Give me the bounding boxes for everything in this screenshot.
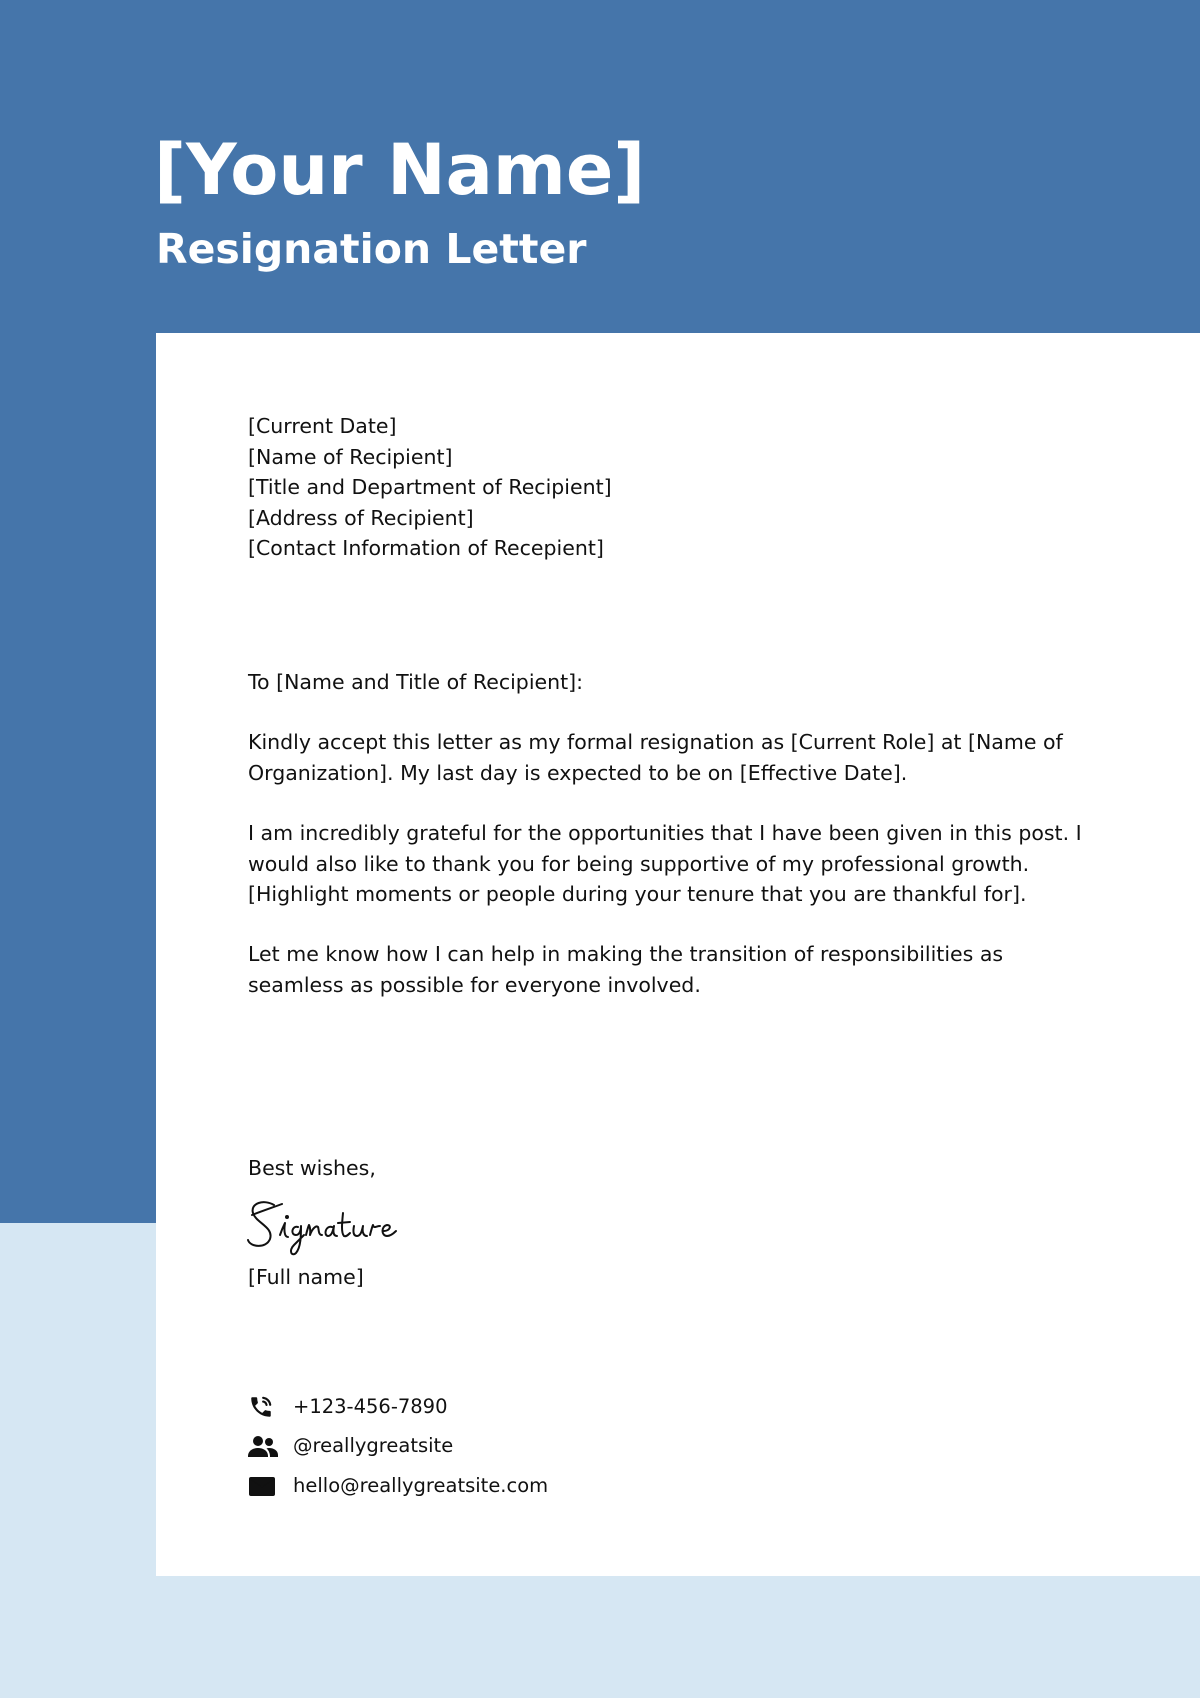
full-name: [Full name] — [248, 1265, 364, 1289]
recipient-name: [Name of Recipient] — [248, 444, 453, 469]
letter-paper — [156, 333, 1200, 1576]
recipient-block — [248, 411, 612, 564]
paragraph-resignation — [248, 727, 1063, 788]
recipient-title: [Title and Department of Recipient] — [248, 475, 612, 499]
side-band — [0, 333, 156, 1223]
contact-phone — [248, 1387, 548, 1427]
phone-icon — [248, 1392, 278, 1422]
paragraph-gratitude — [248, 818, 1082, 910]
contact-email — [248, 1466, 548, 1506]
people-icon — [248, 1431, 278, 1461]
salutation: To [Name and Title of Recipient]: — [248, 670, 584, 694]
recipient-contact: [Contact Information of Recepient] — [248, 536, 604, 560]
current-date: [Current Date] — [248, 414, 397, 438]
paragraph-line: Let me know how I can help in making the transition of responsibilities as — [248, 942, 1004, 966]
header-subtitle: Resignation Letter — [156, 225, 587, 273]
paragraph-line: [Highlight moments or people during your tenure that you are thankful for]. — [248, 882, 1027, 906]
contact-social — [248, 1427, 548, 1467]
paragraph-line: I am incredibly grateful for the opportunities that I have been given in this post. I — [248, 821, 1082, 845]
contact-social-text: @reallygreatsite — [293, 1434, 454, 1458]
header-name: [Your Name] — [154, 129, 646, 211]
contact-email-text: hello@reallygreatsite.com — [293, 1473, 549, 1497]
contact-list — [248, 1387, 548, 1506]
contact-phone-text: +123-456-7890 — [293, 1394, 448, 1418]
paragraph-transition — [248, 939, 1003, 1000]
paragraph-line: would also like to thank you for being supportive of my professional growth. — [248, 851, 1030, 876]
mail-icon — [248, 1471, 278, 1501]
paragraph-line: Organization]. My last day is expected to be on [Effective Date]. — [248, 760, 908, 785]
signature — [244, 1195, 424, 1257]
paragraph-line: seamless as possible for everyone involved. — [248, 972, 701, 997]
paragraph-line: Kindly accept this letter as my formal resignation as [Current Role] at [Name of — [248, 730, 1063, 754]
closing: Best wishes, — [248, 1156, 376, 1180]
recipient-address: [Address of Recipient] — [248, 505, 474, 530]
